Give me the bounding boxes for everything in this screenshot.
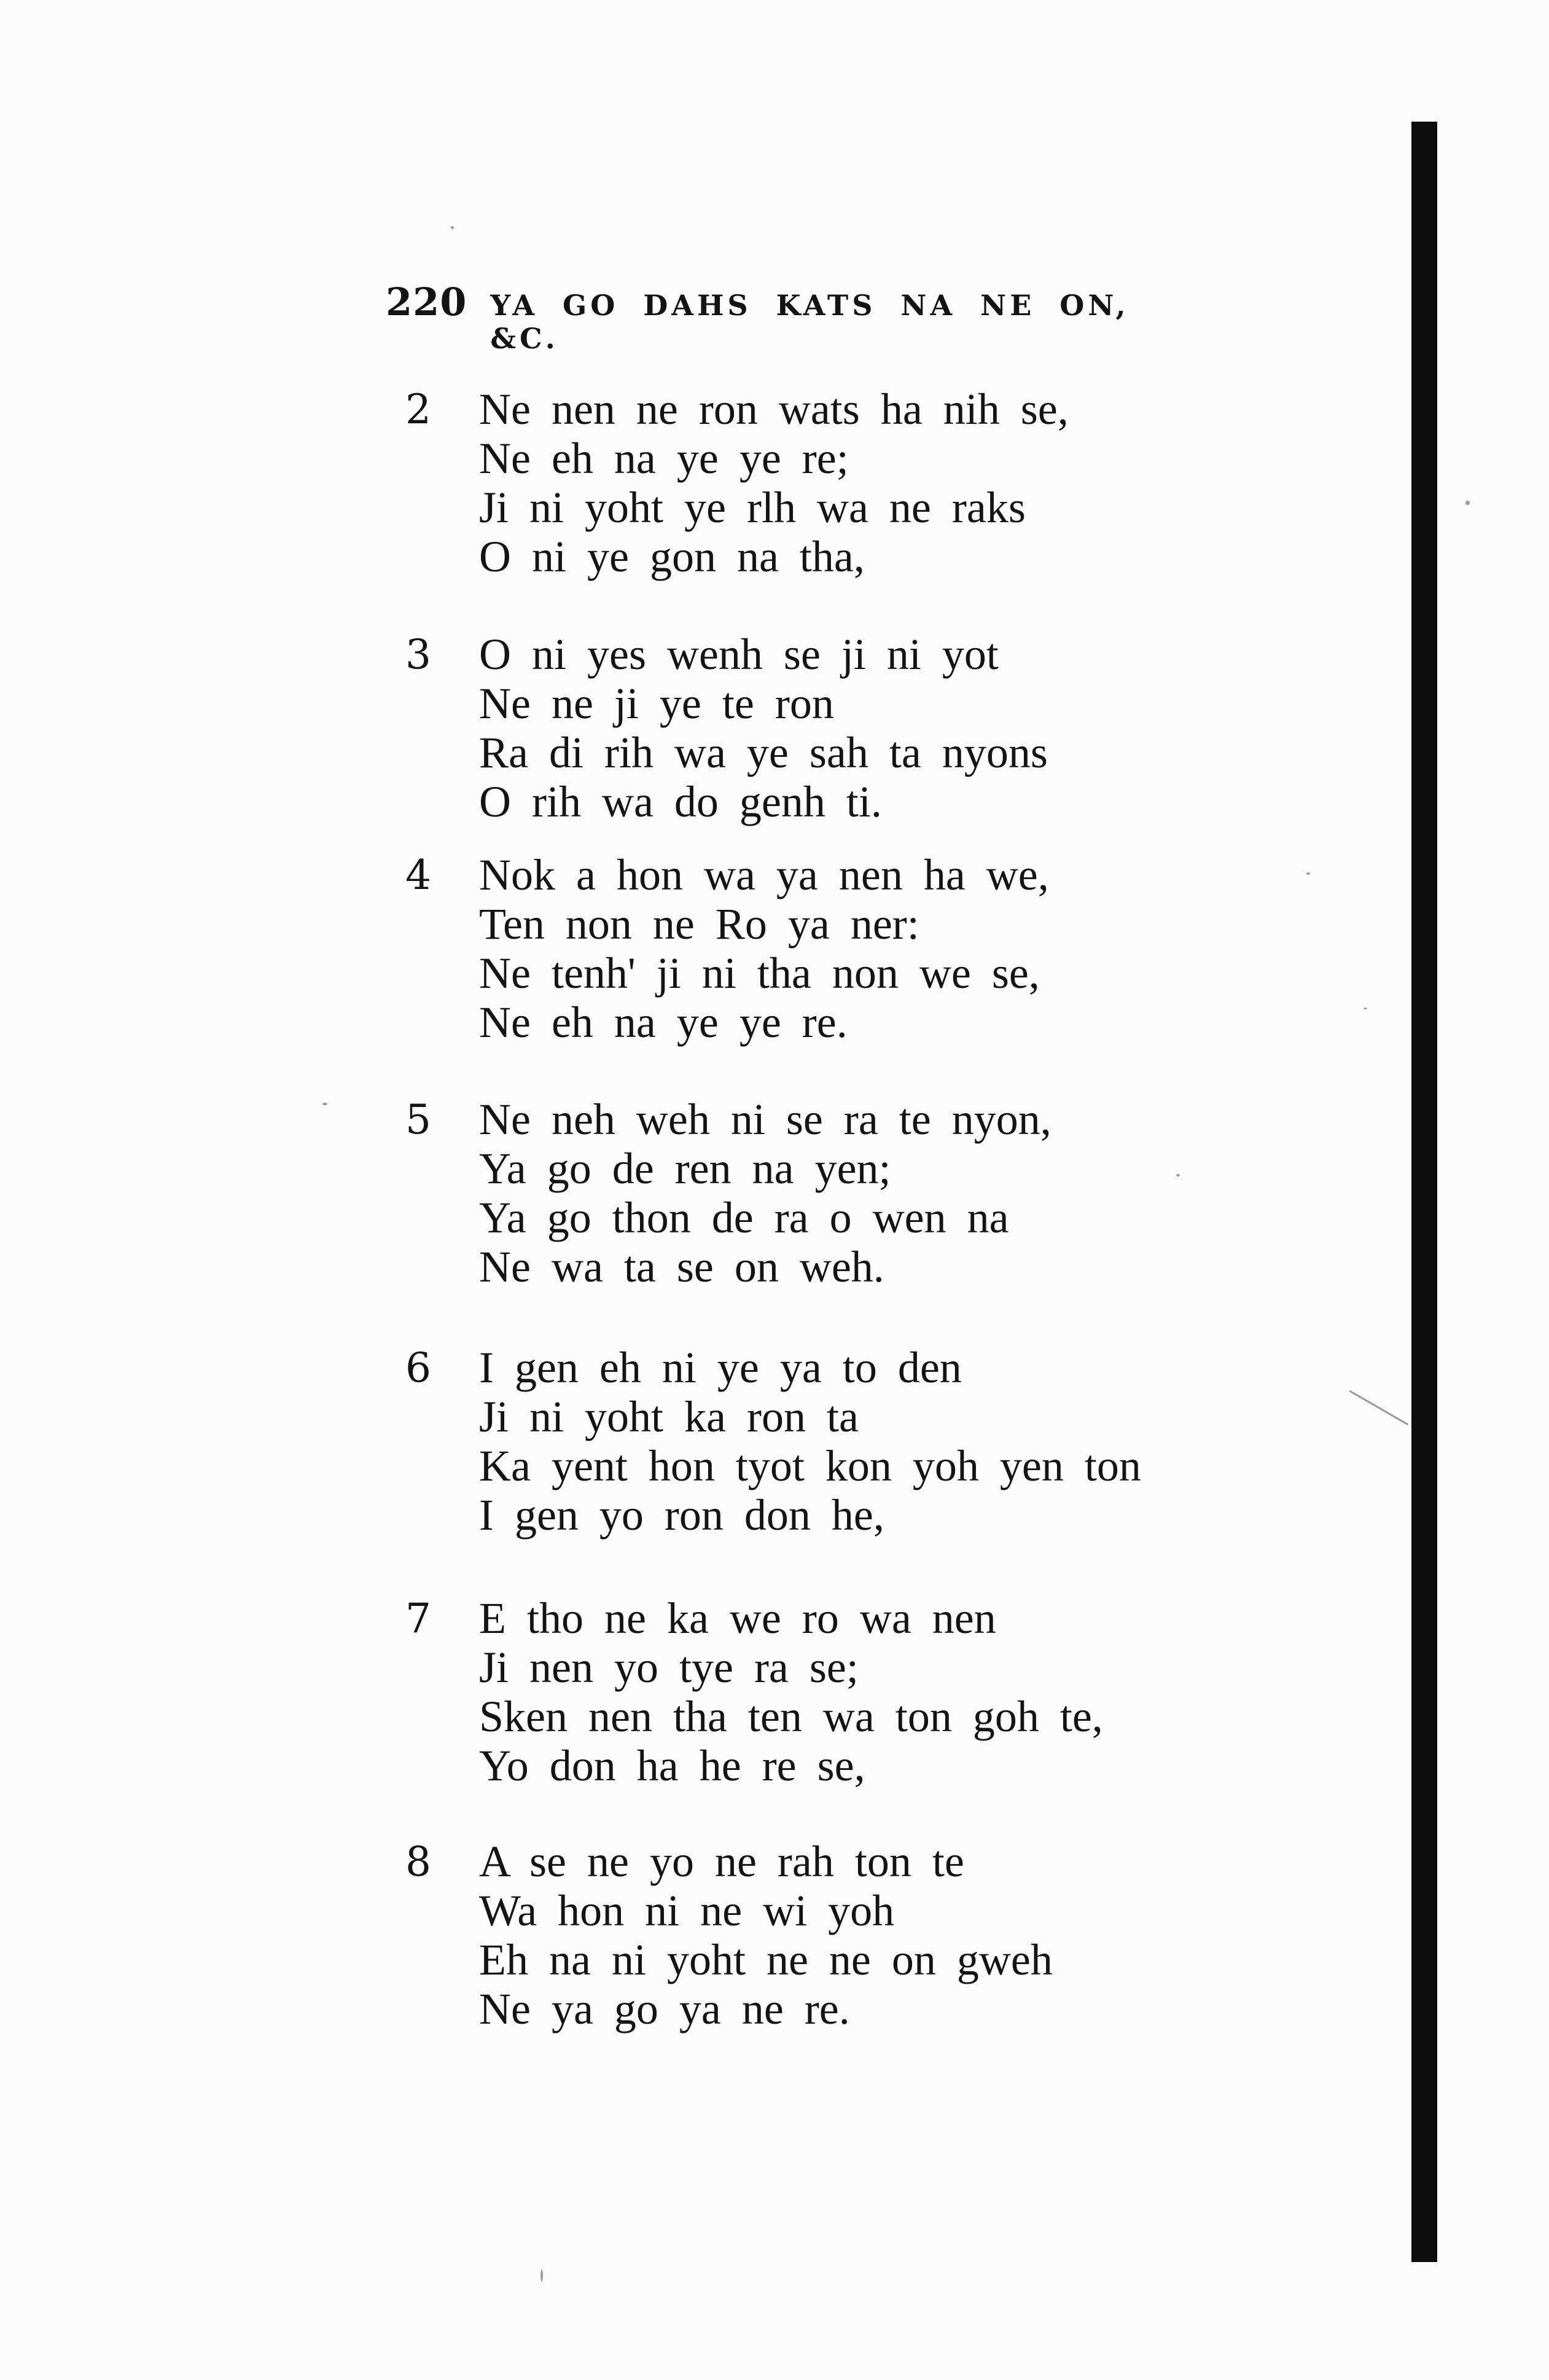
page-header	[386, 280, 1184, 355]
verse-line: Ne ne ji ye te ron	[479, 679, 834, 728]
verse-line: O rih wa do genh ti.	[479, 777, 882, 826]
verse-line: A se ne yo ne rah ton te	[479, 1837, 964, 1886]
verse-line: E tho ne ka we ro wa nen	[479, 1594, 996, 1643]
verse-lines	[479, 630, 1241, 826]
scan-speck	[1306, 872, 1310, 875]
verse-line: Sken nen tha ten wa ton goh te,	[479, 1692, 1103, 1741]
verse-line: Ne ya go ya ne re.	[479, 1984, 850, 2034]
verse-number: 3	[405, 631, 431, 678]
verse-lines	[479, 1343, 1241, 1540]
verse-line: Ji ni yoht ka ron ta	[479, 1392, 859, 1441]
verse-number: 5	[405, 1096, 431, 1143]
verse-number: 2	[405, 386, 431, 433]
verse-line: Ten non ne Ro ya ner:	[479, 899, 919, 949]
verse-line: Ne nen ne ron wats ha nih se,	[479, 385, 1069, 434]
scan-speck	[1349, 1390, 1409, 1426]
verse-lines	[479, 1095, 1241, 1291]
verse-line: Eh na ni yoht ne ne on gweh	[479, 1935, 1053, 1984]
verse-lines	[479, 1837, 1241, 2034]
scan-speck	[1364, 1008, 1367, 1009]
binding-edge	[1411, 122, 1437, 2262]
verse-line: I gen eh ni ye ya to den	[479, 1343, 962, 1392]
verse-line: O ni ye gon na tha,	[479, 532, 865, 581]
verse-line: Ya go thon de ra o wen na	[479, 1193, 1009, 1242]
verse-line: Ne eh na ye ye re;	[479, 434, 849, 483]
scan-speck	[322, 1103, 327, 1105]
verse-line: Ra di rih wa ye sah ta nyons	[479, 728, 1048, 777]
verse-number: 4	[405, 851, 431, 899]
scan-speck	[1176, 1174, 1180, 1176]
verse-number: 8	[405, 1838, 431, 1885]
scan-speck	[1465, 501, 1470, 505]
verse-line: Wa hon ni ne wi yoh	[479, 1886, 895, 1935]
verse-line: Ya go de ren na yen;	[479, 1144, 891, 1193]
verse-line: Ne eh na ye ye re.	[479, 998, 848, 1047]
verse-line: I gen yo ron don he,	[479, 1490, 884, 1540]
verse-lines	[479, 1594, 1241, 1790]
verse-line: Ji ni yoht ye rlh wa ne raks	[479, 483, 1026, 532]
verse-line: Nok a hon wa ya nen ha we,	[479, 850, 1049, 899]
verse-line: Ji nen yo tye ra se;	[479, 1643, 859, 1692]
verse-line: Ne neh weh ni se ra te nyon,	[479, 1095, 1052, 1144]
verse-number: 6	[405, 1344, 431, 1392]
verse-line: Ka yent hon tyot kon yoh yen ton	[479, 1441, 1141, 1490]
running-head: YA GO DAHS KATS NA NE ON, &C.	[490, 289, 1130, 355]
scan-speck	[451, 226, 454, 229]
page-number: 220	[386, 280, 467, 324]
scan-speck	[540, 2269, 543, 2282]
verse-lines	[479, 385, 1241, 581]
verse-number: 7	[405, 1595, 431, 1642]
verse-line: Ne wa ta se on weh.	[479, 1242, 884, 1291]
verse-line: Ne tenh' ji ni tha non we se,	[479, 949, 1040, 998]
verse-line: Yo don ha he re se,	[479, 1741, 865, 1790]
verse-line: O ni yes wenh se ji ni yot	[479, 630, 999, 679]
verse-lines	[479, 850, 1241, 1047]
